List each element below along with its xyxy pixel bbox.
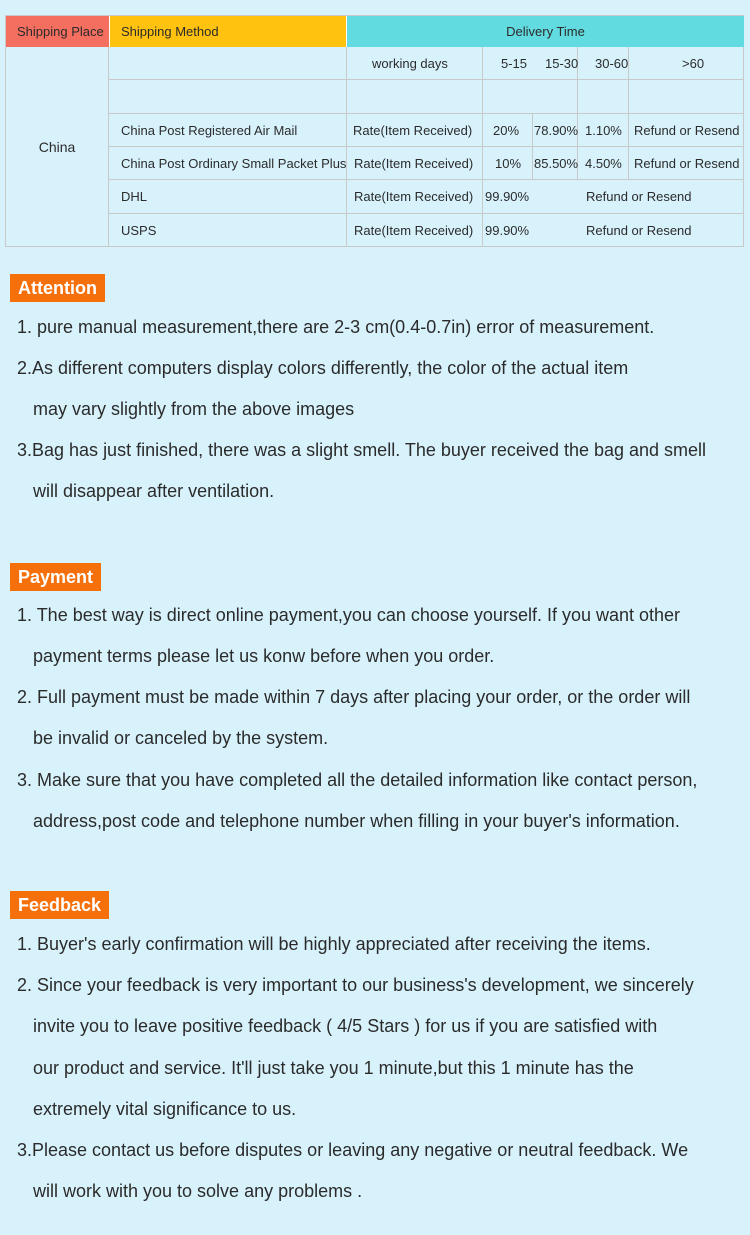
attention-heading: Attention [10, 274, 105, 302]
range-15-30: 15-30 [545, 55, 579, 71]
table-row [109, 180, 744, 214]
value-cell: 99.90% [485, 189, 530, 204]
header-shipping-place: Shipping Place [6, 16, 109, 47]
feedback-line: 2. Since your feedback is very important to our business's development, we sincerely [17, 975, 694, 995]
feedback-heading: Feedback [10, 891, 109, 919]
value-cell: Refund or Resend [586, 189, 692, 204]
method-cell: DHL [121, 189, 148, 204]
spacer-row [109, 80, 744, 114]
attention-line: may vary slightly from the above images [33, 399, 355, 419]
method-cell: China Post Registered Air Mail [121, 122, 298, 138]
rate-cell: Rate(Item Received) [354, 223, 474, 238]
working-days-row [109, 47, 744, 80]
range-5-15: 5-15 [501, 55, 528, 71]
feedback-line: 1. Buyer's early confirmation will be highly appreciated after receiving the items. [17, 934, 651, 954]
rate-cell: Rate(Item Received) [353, 122, 473, 138]
table-row [109, 147, 744, 180]
payment-line: 3. Make sure that you have completed all the detailed information like contact person, [17, 770, 698, 790]
shipping-table [5, 15, 744, 247]
feedback-line: will work with you to solve any problems . [33, 1181, 363, 1201]
method-cell: China Post Ordinary Small Packet Plus [121, 155, 347, 171]
value-cell: Refund or Resend [634, 122, 740, 138]
header-shipping-method: Shipping Method [109, 16, 346, 47]
rate-cell: Rate(Item Received) [354, 155, 474, 171]
header-delivery-time: Delivery Time [346, 16, 744, 47]
value-cell: Refund or Resend [634, 155, 740, 171]
payment-line: be invalid or canceled by the system. [33, 728, 329, 748]
attention-line: 2.As different computers display colors differently, the color of the actual item [17, 358, 629, 378]
value-cell: Refund or Resend [586, 223, 692, 238]
value-cell: 10% [495, 155, 522, 171]
payment-line: 1. The best way is direct online payment,you can choose yourself. If you want other [17, 605, 681, 625]
attention-line: 1. pure manual measurement,there are 2-3 cm(0.4-0.7in) error of measurement. [17, 317, 655, 337]
attention-line: will disappear after ventilation. [33, 481, 275, 501]
feedback-line: extremely vital significance to us. [33, 1099, 297, 1119]
shipping-place-cell: China [6, 47, 109, 247]
value-cell: 1.10% [585, 122, 622, 138]
table-row [109, 214, 744, 247]
method-cell: USPS [121, 223, 157, 238]
rate-cell: Rate(Item Received) [354, 189, 474, 204]
feedback-line: our product and service. It'll just take you 1 minute,but this 1 minute has the [33, 1058, 634, 1078]
payment-line: payment terms please let us konw before when you order. [33, 646, 495, 666]
value-cell: 78.90% [534, 122, 579, 138]
range-30-60: 30-60 [595, 55, 629, 71]
working-days-label: working days [372, 55, 448, 71]
value-cell: 99.90% [485, 223, 530, 238]
value-cell: 20% [493, 122, 520, 138]
payment-line: address,post code and telephone number when filling in your buyer's information. [33, 811, 680, 831]
payment-line: 2. Full payment must be made within 7 days after placing your order, or the order will [17, 687, 691, 707]
attention-line: 3.Bag has just finished, there was a slight smell. The buyer received the bag and smell [17, 440, 707, 460]
payment-heading: Payment [10, 563, 101, 591]
feedback-line: 3.Please contact us before disputes or leaving any negative or neutral feedback. We [17, 1140, 689, 1160]
value-cell: 85.50% [534, 155, 579, 171]
table-row [109, 114, 744, 147]
feedback-line: invite you to leave positive feedback ( 4/5 Stars ) for us if you are satisfied with [33, 1016, 658, 1036]
range-over-60: >60 [682, 55, 705, 71]
value-cell: 4.50% [585, 155, 622, 171]
